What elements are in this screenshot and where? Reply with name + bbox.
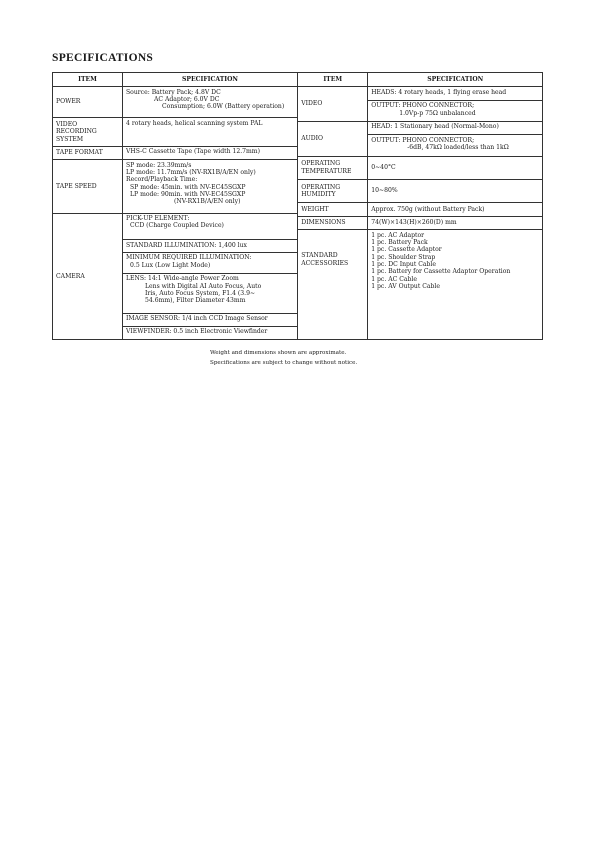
- spec-line: SP mode: 23.39mm/s: [126, 161, 192, 169]
- footnote: Specifications are subject to change without notice.: [210, 360, 358, 366]
- spec-item-cell: [298, 230, 368, 340]
- spec-line: VIEWFINDER: 0.5 inch Electronic Viewfinder: [126, 328, 268, 336]
- spec-line: 0~40°C: [371, 164, 396, 171]
- item-label: ACCESSORIES: [301, 259, 349, 267]
- spec-line: Source: Battery Pack; 4.8V DC: [126, 88, 221, 96]
- spec-value-cell: [123, 252, 298, 273]
- specifications-table-left: [52, 72, 298, 340]
- spec-value-cell: [368, 202, 543, 216]
- spec-line: PICK-UP ELEMENT:: [126, 215, 190, 222]
- item-label: DIMENSIONS: [301, 219, 346, 227]
- spec-value-cell: [368, 179, 543, 202]
- spec-item-cell: [53, 160, 123, 213]
- table-row: [298, 216, 543, 230]
- spec-line: 1 pc. Cassette Adaptor: [371, 246, 442, 254]
- table-row: [53, 213, 298, 240]
- spec-item-cell: [298, 202, 368, 216]
- item-label: POWER: [56, 98, 81, 106]
- item-label: VIDEO: [56, 121, 78, 129]
- spec-line: OUTPUT: PHONO CONNECTOR;: [371, 136, 475, 144]
- column-header-specification: SPECIFICATION: [368, 73, 543, 87]
- spec-value-cell: [368, 100, 543, 121]
- item-label: SYSTEM: [56, 135, 84, 143]
- table-row: [298, 121, 543, 135]
- column-header-specification: SPECIFICATION: [123, 73, 298, 87]
- spec-value-cell: [123, 118, 298, 147]
- spec-line: Iris, Auto Focus System, F1.4 (3.9~: [145, 290, 256, 297]
- item-label: TAPE SPEED: [56, 182, 97, 190]
- spec-line: 10~80%: [371, 187, 398, 195]
- column-header-item: ITEM: [298, 73, 368, 87]
- spec-value-cell: [123, 160, 298, 213]
- spec-value-cell: [123, 313, 298, 326]
- spec-item-cell: [53, 87, 123, 118]
- specifications-table: [52, 72, 542, 340]
- item-label: HUMIDITY: [301, 190, 336, 198]
- spec-value-cell: [123, 273, 298, 313]
- spec-line: 1 pc. Battery for Cassette Adaptor Operation: [371, 268, 511, 276]
- item-label: OPERATING: [301, 160, 341, 168]
- spec-line: SP mode: 45min. with NV-EC45SGXP: [130, 183, 246, 191]
- table-row: [53, 118, 298, 147]
- spec-line: 1 pc. AC Cable: [371, 275, 417, 283]
- spec-line: Consumption; 6.0W (Battery operation): [162, 103, 285, 111]
- footnotes: [210, 348, 357, 368]
- spec-line: STANDARD ILLUMINATION: 1,400 lux: [126, 241, 247, 249]
- spec-line: 1.0Vp-p 75Ω unbalanced: [399, 109, 476, 117]
- item-label: STANDARD: [301, 252, 338, 260]
- item-label: RECORDING: [56, 128, 97, 136]
- spec-line: CCD (Charge Coupled Device): [130, 222, 224, 230]
- spec-line: LP mode: 11.7mm/s (NV-RX1B/A/EN only): [126, 169, 256, 177]
- spec-line: LENS: 14:1 Wide-angle Power Zoom: [126, 275, 239, 283]
- footnote: Weight and dimensions shown are approximate.: [210, 350, 347, 356]
- spec-line: (NV-RX1B/A/EN only): [174, 198, 241, 206]
- spec-item-cell: [298, 156, 368, 179]
- spec-line: 1 pc. DC Input Cable: [371, 261, 436, 269]
- spec-value-cell: [123, 146, 298, 159]
- spec-value-cell: [368, 135, 543, 156]
- table-row: [53, 146, 298, 159]
- table-row: [298, 230, 543, 340]
- spec-line: Record/Playback Time:: [126, 176, 198, 184]
- spec-line: MINIMUM REQUIRED ILLUMINATION:: [126, 254, 252, 262]
- spec-line: -6dB, 47kΩ loaded/less than 1kΩ: [407, 144, 509, 152]
- spec-line: OUTPUT: PHONO CONNECTOR;: [371, 102, 475, 110]
- item-label: TEMPERATURE: [301, 167, 352, 175]
- spec-value-cell: [123, 240, 298, 253]
- spec-line: 54.6mm), Filter Diameter 43mm: [145, 297, 246, 305]
- spec-value-cell: [368, 216, 543, 230]
- table-row: [53, 87, 298, 118]
- spec-value-cell: [123, 213, 298, 240]
- spec-line: Lens with Digital AI Auto Focus, Auto: [145, 282, 262, 290]
- spec-value-cell: [368, 87, 543, 101]
- spec-line: 1 pc. Battery Pack: [371, 239, 428, 247]
- item-label: WEIGHT: [301, 205, 329, 213]
- item-label: OPERATING: [301, 183, 341, 191]
- spec-line: LP mode: 90min. with NV-EC45SGXP: [130, 191, 246, 198]
- spec-line: VHS-C Cassette Tape (Tape width 12.7mm): [126, 148, 260, 156]
- table-row: [53, 160, 298, 213]
- spec-item-cell: AUDIO: [298, 121, 368, 156]
- spec-item-cell: [53, 146, 123, 159]
- spec-line: AC Adaptor; 6.0V DC: [154, 95, 220, 103]
- table-row: [298, 87, 543, 101]
- spec-value-cell: [123, 87, 298, 118]
- spec-line: IMAGE SENSOR: 1/4 inch CCD Image Sensor: [126, 315, 268, 323]
- spec-value-cell: [368, 156, 543, 179]
- spec-item-cell: [298, 179, 368, 202]
- spec-value-cell: [368, 121, 543, 135]
- spec-item-cell: [53, 118, 123, 147]
- spec-line: 1 pc. AC Adaptor: [371, 231, 425, 239]
- spec-line: 74(W)×143(H)×260(D) mm: [371, 219, 457, 227]
- spec-item-cell: CAMERA: [53, 213, 123, 340]
- spec-item-cell: [298, 216, 368, 230]
- table-row: [298, 179, 543, 202]
- spec-line: 0.5 Lux (Low Light Mode): [130, 261, 211, 269]
- spec-line: Approx. 750g (without Battery Pack): [371, 205, 485, 213]
- specifications-table-right: [297, 72, 543, 340]
- spec-value-cell: [123, 326, 298, 339]
- page-title: SPECIFICATIONS: [52, 52, 154, 64]
- spec-line: 1 pc. AV Output Cable: [371, 282, 440, 290]
- spec-line: HEAD: 1 Stationary head (Normal-Mono): [371, 123, 499, 131]
- table-row: [298, 202, 543, 216]
- table-row: [298, 156, 543, 179]
- item-label: TAPE FORMAT: [56, 149, 103, 157]
- column-header-item: ITEM: [53, 73, 123, 87]
- spec-line: HEADS: 4 rotary heads, 1 flying erase head: [371, 88, 507, 96]
- spec-item-cell: VIDEO: [298, 87, 368, 122]
- spec-line: 4 rotary heads, helical scanning system PAL: [126, 119, 263, 127]
- spec-value-cell: [368, 230, 543, 340]
- spec-line: 1 pc. Shoulder Strap: [371, 253, 436, 261]
